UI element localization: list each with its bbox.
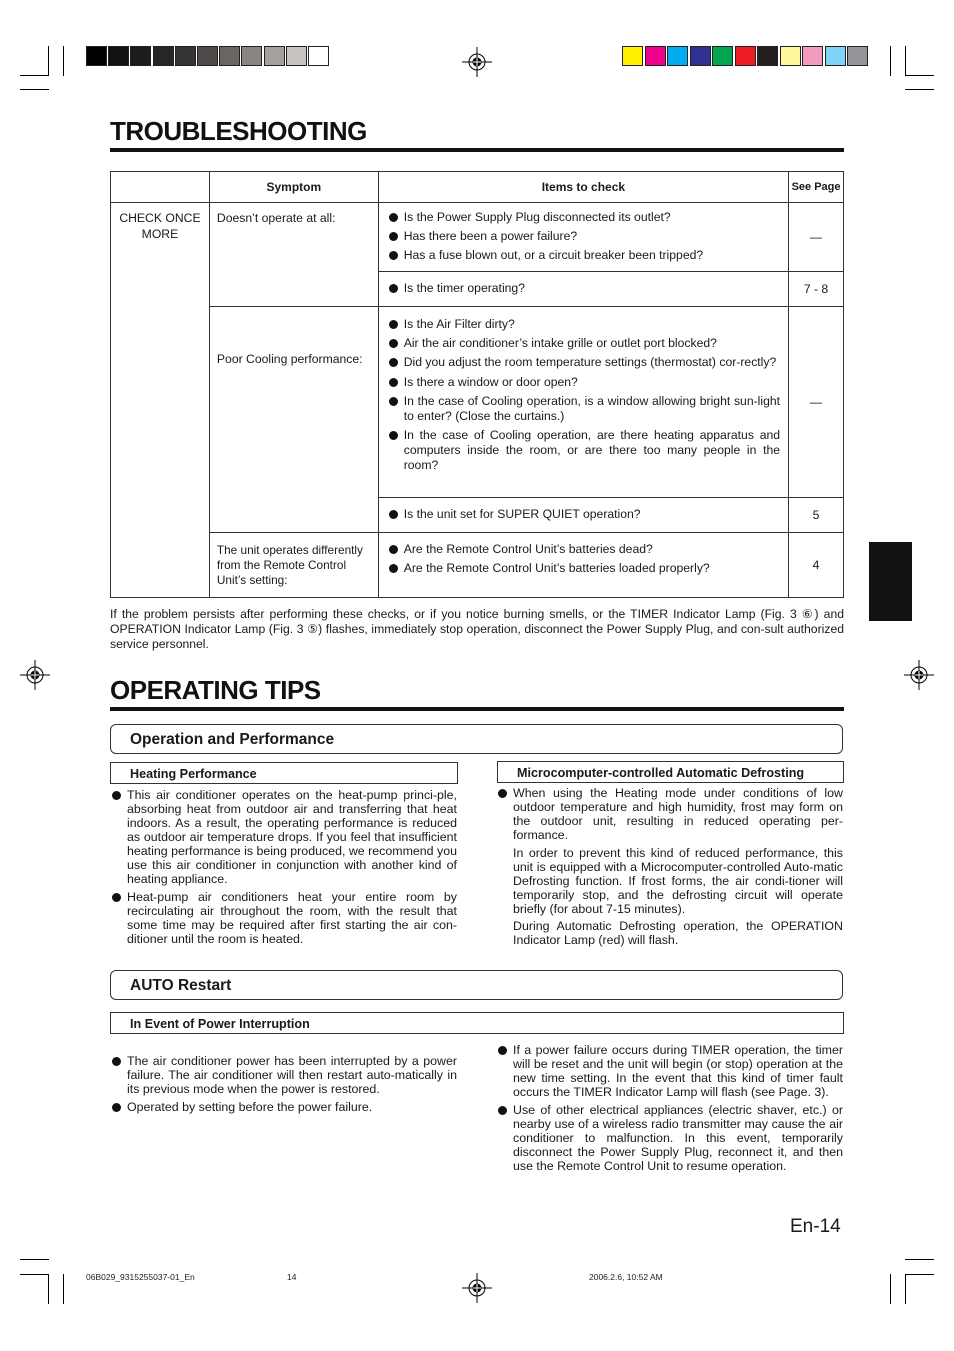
check-item: Is the Air Filter dirty? <box>387 317 780 332</box>
check-item: Is the timer operating? <box>387 281 780 296</box>
color-swatch <box>825 46 846 66</box>
section-heading: Operation and Performance <box>130 731 335 748</box>
check-item: Has a fuse blown out, or a circuit breaker been tripped? <box>387 248 780 263</box>
color-swatch <box>667 46 688 66</box>
check-item: In the case of Cooling operation, is a window allowing bright sun-light to enter? (Close the curtains.) <box>387 394 780 424</box>
color-swatch <box>690 46 711 66</box>
crop-mark <box>890 1274 891 1304</box>
crop-mark <box>905 1274 934 1275</box>
see-page-cell: — <box>789 307 844 498</box>
operating-tips-title: OPERATING TIPS <box>110 675 321 705</box>
items-cell <box>378 498 788 533</box>
list-item: Operated by setting before the power failure. <box>110 1100 457 1114</box>
color-swatch <box>847 46 868 66</box>
symptom-cell <box>209 203 378 307</box>
troubleshooting-table <box>110 171 844 598</box>
color-swatch <box>264 46 285 66</box>
color-swatch <box>757 46 778 66</box>
crop-mark <box>905 1259 934 1260</box>
heating-performance-column <box>110 788 457 950</box>
color-swatch <box>286 46 307 66</box>
crop-mark <box>905 46 906 76</box>
check-item: Has there been a power failure? <box>387 229 780 244</box>
symptom-cell <box>209 533 378 598</box>
crop-mark <box>905 1274 906 1304</box>
color-swatch <box>735 46 756 66</box>
crop-mark <box>48 1274 49 1304</box>
crop-mark <box>20 1274 49 1275</box>
power-interruption-right-column <box>496 1043 843 1177</box>
subheading-box <box>497 761 844 783</box>
crop-mark <box>890 46 891 76</box>
symptom-header: Symptom <box>209 172 378 203</box>
list-item: Heat-pump air conditioners heat your entire room by recirculating air throughout the room, with the result that some time may be required after first starting the air con-ditioner until the room is heated. <box>110 890 457 946</box>
subheading-box <box>110 1012 844 1034</box>
subheading: In Event of Power Interruption <box>130 1017 310 1031</box>
list-item: When using the Heating mode under conditions of low outdoor temperature and high humidity, frost may form on the outdoor unit, resulting in reduced operating per-formance. <box>496 786 843 842</box>
color-swatch <box>108 46 129 66</box>
items-cell <box>378 533 788 598</box>
registration-mark-icon <box>904 660 934 690</box>
crop-mark <box>905 89 934 90</box>
section-heading-box <box>110 724 843 754</box>
defrosting-column <box>496 786 843 950</box>
paragraph: In order to prevent this kind of reduced performance, this unit is equipped with a Microcomputer-controlled Auto-matic Defrosting function. If frost forms, the air condi-tioner will temporarily stop, and the defrosting circuit will operate briefly (for about 7-15 minutes). <box>513 846 843 916</box>
check-item: Is there a window or door open? <box>387 375 780 390</box>
registration-mark-icon <box>462 47 492 77</box>
crop-mark <box>48 46 49 76</box>
color-swatch <box>86 46 107 66</box>
footer-file: 06B029_9315255037-01_En <box>86 1272 195 1282</box>
paragraph: During Automatic Defrosting operation, the OPERATION Indicator Lamp (red) will flash. <box>513 919 843 947</box>
items-cell <box>378 272 788 307</box>
color-swatch <box>241 46 262 66</box>
color-swatch <box>712 46 733 66</box>
list-item: If a power failure occurs during TIMER operation, the timer will be reset and the unit will begin (or stop) operation at the new time setting. In the event that this kind of timer fault occurs the TIMER Indicator Lamp will flash (see Page. 3). <box>496 1043 843 1099</box>
table-row <box>111 203 844 272</box>
footer-page: 14 <box>287 1272 297 1282</box>
section-heading-box <box>110 970 843 1000</box>
list-item: Use of other electrical appliances (electric shaver, etc.) or nearby use of a wireless radio transmitter may cause the air conditioner to malfunction. In this event, temporarily disconnect the Power Supply Plug, reconnect it, and then use the Remote Control Unit to resume operation. <box>496 1103 843 1173</box>
check-item: Air the air conditioner’s intake grille or outlet port blocked? <box>387 336 780 351</box>
section-tab <box>869 542 912 621</box>
color-swatch <box>175 46 196 66</box>
symptom-text: Doesn’t operate at all: <box>216 211 336 225</box>
troubleshooting-note: If the problem persists after performing these checks, or if you notice burning smells, or the TIMER Indicator Lamp (Fig. 3 ⑥) and OPERATION Indicator Lamp (Fig. 3 ⑤) flashes, immediately stop operation, disconnect the Power Supply Plug, and con-sult authorized service personnel. <box>110 607 844 651</box>
check-item: Did you adjust the room temperature settings (thermostat) cor-rectly? <box>387 355 780 370</box>
table-row <box>111 533 844 598</box>
items-cell <box>378 203 788 272</box>
category-line: MORE <box>141 226 179 241</box>
color-swatch <box>197 46 218 66</box>
symptom-cell <box>209 307 378 533</box>
crop-mark <box>63 1274 64 1304</box>
page-number: En-14 <box>790 1216 841 1237</box>
category-line: CHECK ONCE <box>119 211 201 225</box>
color-swatch <box>622 46 643 66</box>
list-item: This air conditioner operates on the heat-pump princi-ple, absorbing heat from outdoor air and transferring that heat indoors. As a result, the operating performance is reduced as outdoor air temperature drops. If you feel that insufficient heating performance is being produced, we recommend you use this air conditioner in conjunction with another kind of heating appliance. <box>110 788 457 886</box>
items-header: Items to check <box>378 172 788 203</box>
color-swatch <box>780 46 801 66</box>
title-rule <box>110 707 844 711</box>
registration-mark-icon <box>462 1273 492 1303</box>
crop-mark <box>905 75 934 76</box>
check-item: Are the Remote Control Unit’s batteries dead? <box>387 542 780 557</box>
see-page-cell: 7 - 8 <box>789 272 844 307</box>
empty-header-cell <box>111 172 210 203</box>
troubleshooting-title: TROUBLESHOOTING <box>110 116 367 146</box>
registration-mark-icon <box>20 660 50 690</box>
check-item: Are the Remote Control Unit’s batteries loaded properly? <box>387 561 780 576</box>
items-cell <box>378 307 788 498</box>
color-swatch <box>130 46 151 66</box>
see-page-cell: 5 <box>789 498 844 533</box>
footer-date: 2006.2.6, 10:52 AM <box>589 1272 663 1282</box>
section-heading: AUTO Restart <box>130 977 232 994</box>
see-page-cell: — <box>789 203 844 272</box>
subheading-box <box>110 762 458 784</box>
subheading: Heating Performance <box>130 767 257 781</box>
color-swatch <box>308 46 329 66</box>
list-item: The air conditioner power has been interrupted by a power failure. The air conditioner will then restart auto-matically in its previous mode when the power is restored. <box>110 1054 457 1096</box>
check-item: In the case of Cooling operation, are there heating apparatus and computers inside the room, or are there too many people in the room? <box>387 428 780 473</box>
table-header-row <box>111 172 844 203</box>
symptom-text: Poor Cooling performance: <box>216 352 363 366</box>
subheading: Microcomputer-controlled Automatic Defrosting <box>517 766 805 780</box>
category-cell <box>111 203 210 598</box>
color-swatch <box>645 46 666 66</box>
see-page-cell: 4 <box>789 533 844 598</box>
table-row <box>111 307 844 498</box>
check-item: Is the Power Supply Plug disconnected its outlet? <box>387 210 780 225</box>
title-rule <box>110 148 844 152</box>
check-item: Is the unit set for SUPER QUIET operation? <box>387 507 780 522</box>
crop-mark <box>20 89 49 90</box>
crop-mark <box>20 1259 49 1260</box>
see-page-header: See Page <box>789 172 844 203</box>
color-swatch <box>219 46 240 66</box>
crop-mark <box>63 46 64 76</box>
color-swatch <box>153 46 174 66</box>
color-swatch <box>802 46 823 66</box>
symptom-text: The unit operates differently from the Remote Control Unit’s setting: <box>216 543 363 587</box>
crop-mark <box>20 75 49 76</box>
power-interruption-left-column <box>110 1054 457 1118</box>
